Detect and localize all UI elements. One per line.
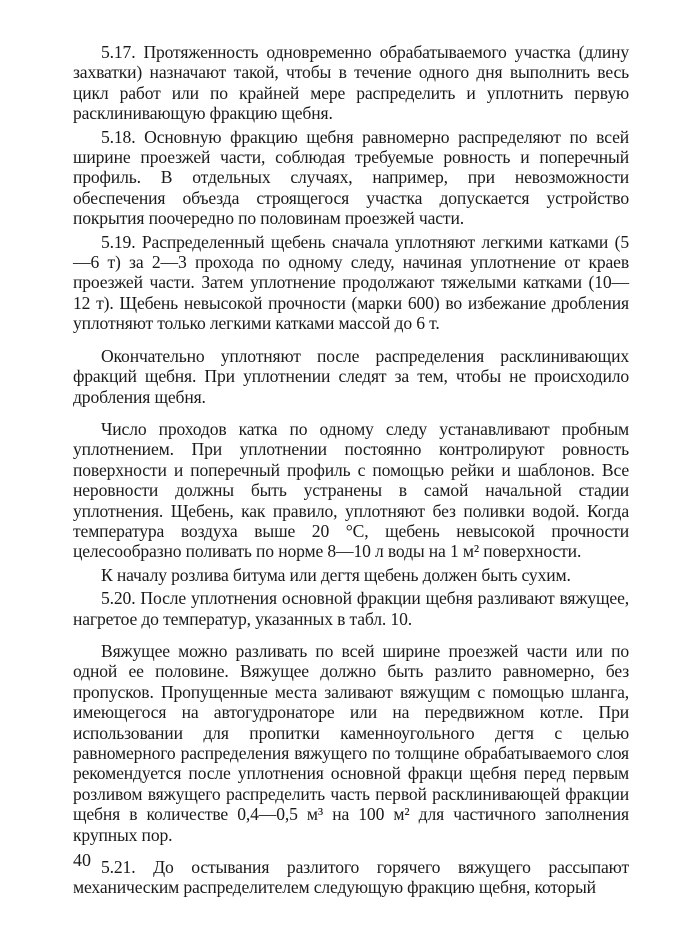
paragraph-binder-spreading: Вяжущее можно разливать по всей ширине проезжей части или по одной ее половине. Вяжущее должно быть разлито равномерно, без пропусков. Пропущенные места заливают вяжущим с помощью шланга, имеющегося на автогудронаторе или на передвижном котле. При использовании для пропитки каменноугольного дегтя с целью равномерного распределения вяжущего по толщине обрабатываемого слоя рекомендуется после уплотнения основной фракци щебня перед первым розливом вяжущего распределить часть первой расклинивающей фракции щебня в количестве 0,4—0,5 м³ на 100 м² для частичного заполнения крупных пор. <box>73 640 629 845</box>
paragraph-roller-passes: Число проходов катка по одному следу устанавливают пробным уплотнением. При уплотнении постоянно контролируют ровность поверхности и поперечный профиль с помощью рейки и шаблонов. Все неровности должны быть устранены в самой начальной стадии уплотнения. Щебень, как правило, уплотняют без поливки водой. Когда температура воздуха выше 20 °С, щебень невысокой прочности целесообразно поливать по норме 8—10 л воды на 1 м² поверхности. <box>73 418 629 562</box>
paragraph-5-21: 5.21. До остывания разлитого горячего вяжущего рассыпают механическим распределителем следующую фракцию щебня, который <box>73 857 629 898</box>
paragraph-5-17: 5.17. Протяженность одновременно обрабатываемого участка (длину захватки) назначают такой, чтобы в течение одного дня выполнить весь цикл работ или по крайней мере распределить и уплотнить первую расклинивающую фракцию щебня. <box>73 42 629 124</box>
paragraph-5-19: 5.19. Распределенный щебень сначала уплотняют легкими катками (5—6 т) за 2—3 прохода по одному следу, начиная уплотнение от краев проезжей части. Затем уплотнение продолжают тяжелыми катками (10—12 т). Щебень невысокой прочности (марки 600) во избежание дробления уплотняют только легкими катками массой до 6 т. <box>73 231 629 334</box>
paragraph-final-compaction: Окончательно уплотняют после распределения расклинивающих фракций щебня. При уплотнении следят за тем, чтобы не происходило дробления щебня. <box>73 345 629 407</box>
page-number: 40 <box>73 850 91 870</box>
paragraph-5-18: 5.18. Основную фракцию щебня равномерно распределяют по всей ширине проезжей части, соблюдая требуемые ровность и поперечный профиль. В отдельных случаях, например, при невозможности обеспечения объезда строящегося участка допускается устройство покрытия поочередно по половинам проезжей части. <box>73 126 629 229</box>
paragraph-5-20: 5.20. После уплотнения основной фракции щебня разливают вяжущее, нагретое до температур, указанных в табл. 10. <box>73 588 629 629</box>
paragraph-dry-gravel: К началу розлива битума или дегтя щебень должен быть сухим. <box>101 564 571 585</box>
page-body <box>73 42 629 901</box>
